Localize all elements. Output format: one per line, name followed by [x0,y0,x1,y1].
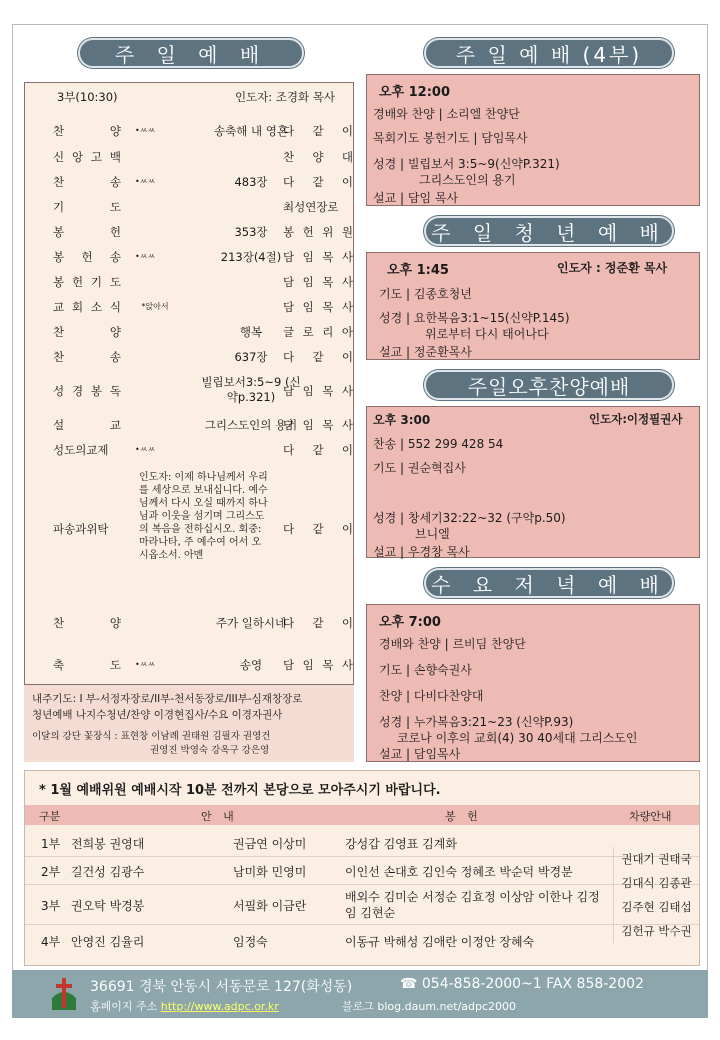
order-content: 행복 [239,325,263,339]
duty-usher: 임정숙 [233,935,268,949]
afternoon-title: 주일오후찬양예배 [424,370,674,400]
wednesday-line: 코로나 이후의 교회(4) 30 40세대 그리스도인 [397,731,638,745]
footer [12,970,708,1018]
order-content: 그리스도인의 용기 [204,418,298,432]
homepage [90,998,279,1014]
order-person: 다 같 이 [283,522,353,536]
col-gubun: 구분 [39,810,61,823]
service-leader: 인도자: 조경화 목사 [234,90,335,104]
duty-usher: 전희봉 권영대 [71,837,145,851]
order-content: 483장 [234,175,268,189]
order-person: 다 같 이 [283,350,353,364]
service4-time: 오후 12:00 [379,85,451,100]
order-item: 축 도 [53,658,121,672]
order-person: 담 임 목 사 [283,658,353,672]
main-service-title: 주 일 예 배 [78,38,304,68]
youth-time: 오후 1:45 [387,263,449,278]
car-duty: 권대기 권태국 [613,847,699,871]
order-person: 담 임 목 사 [283,275,353,289]
order-content: *앉아서 [141,302,169,311]
duty-part: 3부 [41,899,61,913]
duty-part: 1부 [41,837,61,851]
order-item: 기 도 [53,200,121,214]
order-content: 353장 [234,225,268,239]
wednesday-time: 오후 7:00 [379,615,441,630]
afternoon-panel [366,406,700,558]
service4-title: 주 일 예 배 (4부) [424,38,674,68]
duty-row [25,857,699,885]
stand-mark: •ㅆㅆ [135,252,156,261]
order-item: 찬 송 [53,350,121,364]
duty-row [25,885,699,925]
afternoon-line: 성경 | 창세기32:22~32 (구약p.50) [373,511,566,525]
service4-line: 그리스도인의 용기 [419,173,516,187]
youth-line: 설교 | 정준환목사 [379,345,472,359]
duty-offering: 이동규 박해성 김애란 이정안 장혜숙 [345,935,535,949]
car-duty: 김헌규 박수권 [613,919,699,943]
church-phone: ☎ 054-858-2000~1 FAX 858-2002 [400,976,644,992]
order-item: 성 경 봉 독 [53,384,121,398]
wednesday-line: 경배와 찬양 | 르비딤 찬양단 [379,637,526,651]
order-content: 637장 [234,350,268,364]
order-item: 신 앙 고 백 [53,150,121,164]
service4-line: 성경 | 빌립보서 3:5~9(신약P.321) [373,157,560,171]
order-person: 찬 양 대 [283,150,353,164]
order-content: 213장(4절) [220,250,282,264]
blog-address: 블로그 blog.daum.net/adpc2000 [342,1000,517,1013]
youth-title: 주 일 청 년 예 배 [424,216,674,246]
next-week-prayer: 내주기도: I 부-서정자장로/II부-천서동장로/III부-심재창장로 [32,693,303,705]
col-bonghun: 봉 헌 [445,810,482,823]
wednesday-panel [366,604,700,762]
wednesday-line: 기도 | 손향숙권사 [379,663,472,677]
duty-header [25,805,699,825]
wednesday-line: 성경 | 누가복음3:21~23 (신약P.93) [379,715,574,729]
duty-row [25,829,699,857]
homepage-link[interactable]: http://www.adpc.or.kr [160,1000,279,1013]
order-person: 최성연장로 [283,200,339,214]
order-item: 교 회 소 식 [53,300,121,314]
col-car: 차량안내 [629,810,672,823]
stand-mark: •ㅆㅆ [135,177,156,186]
order-item: 성도의교제 [53,443,109,457]
youth-leader: 인도자 : 정준환 목사 [557,261,668,275]
duty-table [24,770,700,966]
youth-line: 위로부터 다시 태어나다 [425,327,549,341]
duty-usher: 권오탁 박경봉 [71,899,145,913]
order-person: 담 임 목 사 [283,300,353,314]
order-person: 다 같 이 [283,175,353,189]
order-person: 글 로 리 아 [283,325,353,339]
order-content: 주가 일하시네 [215,616,287,630]
afternoon-leader: 인도자:이정필권사 [589,412,683,426]
col-annae: 안 내 [201,810,238,823]
service-part: 3부(10:30) [57,90,118,104]
wednesday-title: 수 요 저 녁 예 배 [424,568,674,598]
afternoon-line: 설교 | 우경창 목사 [373,545,470,559]
car-duty: 김주현 김태섭 [613,895,699,919]
order-person: 담 임 목 사 [283,384,353,398]
flower-notice-names: 권영진 박영숙 강옥구 강은영 [150,745,270,756]
stand-mark: •ㅆㅆ [135,126,156,135]
duty-offering: 배외수 김미순 서정순 김효정 이상암 이한나 김정임 김현순 [345,890,600,920]
homepage-label: 홈페이지 주소 [90,1000,158,1013]
order-person: 다 같 이 [283,616,353,630]
afternoon-line: 브니엘 [415,527,450,541]
stand-mark: •ㅆㅆ [135,660,156,669]
order-content: 송축해 내 영혼 [214,124,288,138]
service4-line: 경배와 찬양 | 소리엘 찬양단 [373,107,520,121]
prayer-notice [24,684,354,762]
service4-line: 목회기도 봉헌기도 | 담임목사 [373,131,528,145]
duty-offering: 강성갑 김영표 김계화 [345,837,457,851]
order-item: 파송과위탁 [53,522,109,536]
duty-usher: 길건성 김광수 [71,865,145,879]
service4-line: 설교 | 담임 목사 [373,191,459,205]
order-person: 다 같 이 [283,124,353,138]
duty-row [25,927,699,955]
duty-part: 2부 [41,865,61,879]
duty-usher: 남미화 민영미 [233,865,307,879]
duty-usher: 안영진 김율리 [71,935,145,949]
stand-mark: •ㅆㅆ [135,445,156,454]
order-item: 봉 헌 기 도 [53,275,121,289]
sending-prayer: 인도자: 이제 하나님께서 우리를 세상으로 보내십니다. 예수님께서 다시 오실 때까지 하나님과 이웃을 섬기며 그리스도의 복음을 전하십시오. 회중: 마라나타, 주 예수여 어서 오시옵소서. 아멘 [139,472,268,561]
order-person: 담 임 목 사 [283,250,353,264]
car-duty: 김대식 김종관 [613,871,699,895]
church-logo-icon [50,976,78,1012]
order-person: 다 같 이 [283,443,353,457]
wednesday-line: 찬양 | 다비다찬양대 [379,689,484,703]
order-item: 찬 양 [53,124,121,138]
duty-part: 4부 [41,935,61,949]
youth-line: 기도 | 김종호청년 [379,287,472,301]
order-item: 설 교 [53,418,121,432]
duty-offering: 이인선 손대호 김인숙 정혜조 박순덕 박경분 [345,865,573,879]
afternoon-line: 기도 | 권순혁집사 [373,461,466,475]
youth-panel [366,252,700,360]
order-content: 빌립보서3:5~9 (신약p.321) [201,375,301,404]
order-person: 봉 헌 위 원 [283,225,353,239]
duty-usher: 서필화 이금란 [233,899,307,913]
duty-caption: * 1월 예배위원 예배시작 10분 전까지 본당으로 모아주시기 바랍니다. [39,783,441,798]
service4-panel [366,74,700,206]
flower-notice: 이달의 강단 꽃장식 : 표현창 이남례 권태원 김필자 권영건 [32,731,271,742]
order-item: 봉 헌 [53,225,121,239]
afternoon-time: 오후 3:00 [373,413,431,427]
wednesday-line: 설교 | 담임목사 [379,747,461,761]
church-address: 36691 경북 안동시 서동문로 127(화성동) [90,979,353,995]
afternoon-line: 찬송 | 552 299 428 54 [373,437,504,451]
order-person: 담 임 목 사 [283,418,353,432]
order-content: 송영 [239,658,263,672]
order-item: 봉 헌 송 [53,250,121,264]
main-service-header [25,89,353,107]
order-item: 찬 양 [53,325,121,339]
order-item: 찬 양 [53,616,121,630]
order-item: 찬 송 [53,175,121,189]
youth-prayer: 청년예배 나지수청년/찬양 이경현집사/수요 이경자권사 [32,709,283,721]
youth-line: 성경 | 요한복음3:1~15(신약P.145) [379,311,570,325]
duty-usher: 권금연 이상미 [233,837,307,851]
main-service-panel [24,82,354,686]
